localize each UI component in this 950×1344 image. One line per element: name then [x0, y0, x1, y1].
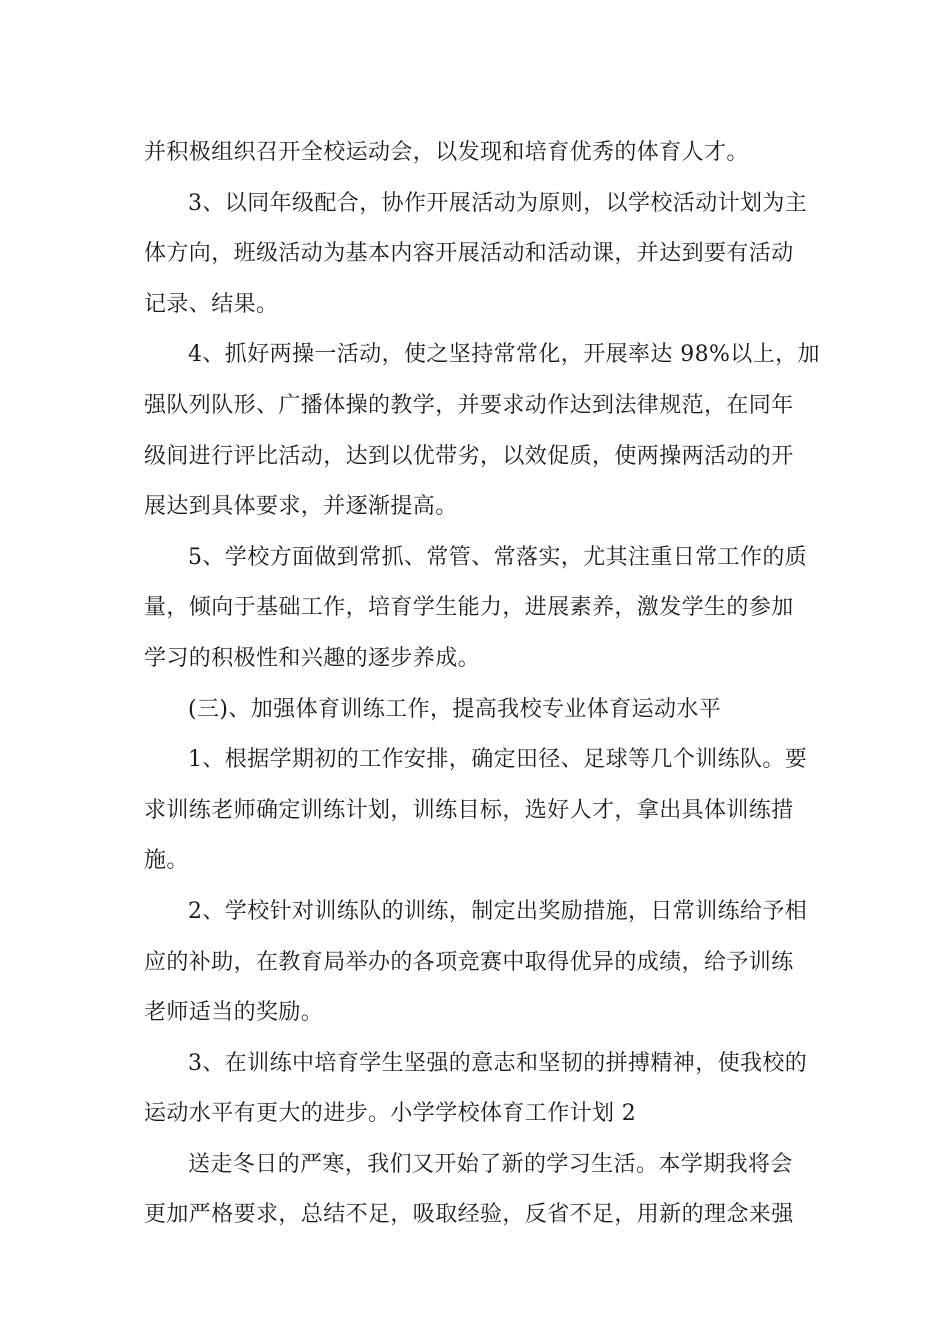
- text-line: 施。: [144, 848, 189, 874]
- text-line: 送走冬日的严寒，我们又开始了新的学习生活。本学期我将会: [188, 1151, 793, 1177]
- text-line: 更加严格要求，总结不足，吸取经验，反省不足，用新的理念来强: [144, 1202, 794, 1228]
- text-line: 运动水平有更大的进步。小学学校体育工作计划 2: [144, 1101, 637, 1127]
- text-line: 级间进行评比活动，达到以优带劣，以效促质，使两操两活动的开: [144, 443, 794, 469]
- text-line: 1、根据学期初的工作安排，确定田径、足球等几个训练队。要: [188, 747, 808, 773]
- document-body: [144, 128, 820, 1241]
- text-line: 2、学校针对训练队的训练，制定出奖励措施，日常训练给予相: [188, 898, 808, 924]
- text-line: 5、学校方面做到常抓、常管、常落实，尤其注重日常工作的质: [188, 544, 808, 570]
- text-line: 并积极组织召开全校运动会，以发现和培育优秀的体育人才。: [144, 140, 749, 165]
- text-line: 4、抓好两操一活动，使之坚持常常化，开展率达 98%以上，加: [188, 342, 820, 368]
- text-line: 展达到具体要求，并逐渐提高。: [144, 494, 458, 520]
- text-line: 学习的积极性和兴趣的逐步养成。: [144, 645, 481, 671]
- text-line: 强队列队形、广播体操的教学，并要求动作达到法律规范，在同年: [144, 392, 794, 418]
- text-line: 3、在训练中培育学生坚强的意志和坚韧的拼搏精神，使我校的: [188, 1050, 808, 1076]
- text-line: 量，倾向于基础工作，培育学生能力，进展素养，激发学生的参加: [144, 595, 794, 621]
- text-line: 体方向，班级活动为基本内容开展活动和活动课，并达到要有活动: [144, 241, 794, 267]
- text-line: 老师适当的奖励。: [144, 1000, 324, 1026]
- text-line: (三)、加强体育训练工作，提高我校专业体育运动水平: [188, 696, 722, 722]
- text-line: 3、以同年级配合，协作开展活动为原则，以学校活动计划为主: [188, 190, 808, 216]
- text-line: 记录、结果。: [144, 291, 279, 317]
- text-line: 应的补助，在教育局举办的各项竞赛中取得优异的成绩，给予训练: [144, 949, 794, 975]
- text-line: 求训练老师确定训练计划，训练目标，选好人才，拿出具体训练措: [144, 797, 794, 823]
